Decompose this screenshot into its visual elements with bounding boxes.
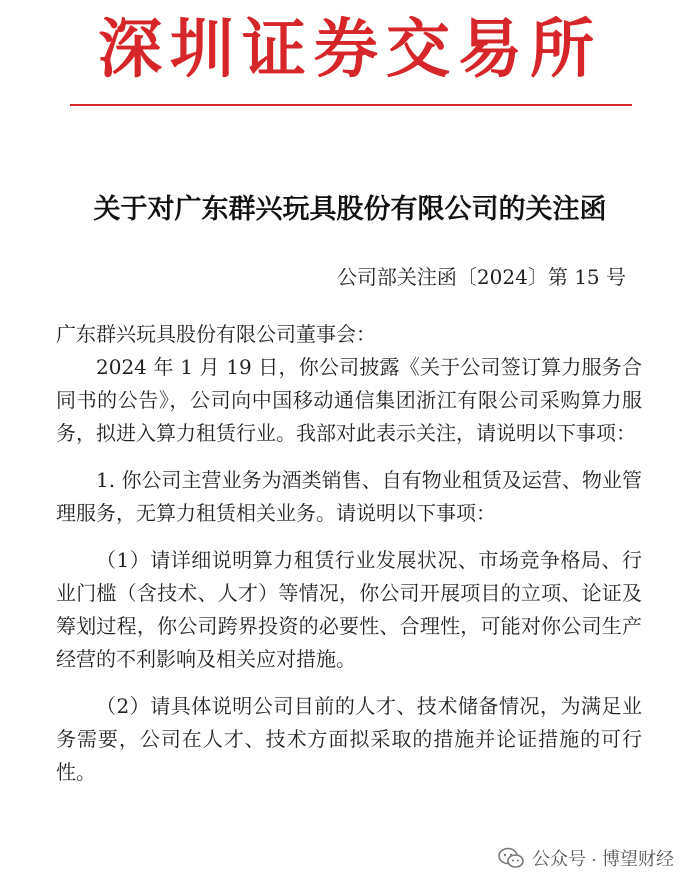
paragraph-intro: 2024 年 1 月 19 日，你公司披露《关于公司签订算力服务合同书的公告》，公司向中国移动通信集团浙江有限公司采购算力服务，拟进入算力租赁行业。我部对此表示关注，请说明以下事项： [56,355,642,445]
document-body [56,318,642,789]
paragraph-item-1-1: （1）请详细说明算力租赁行业发展状况、市场竞争格局、行业门槛（含技术、人才）等情况，你公司开展项目的立项、论证及筹划过程，你公司跨界投资的必要性、合理性，可能对你公司生产经营的不利影响及相关应对措施。 [56,548,642,671]
paragraph-item-1: 1. 你公司主营业务为酒类销售、自有物业租赁及运营、物业管理服务，无算力租赁相关业务。请说明以下事项： [56,468,642,525]
wechat-icon [498,847,524,869]
document-title: 关于对广东群兴玩具股份有限公司的关注函 [93,194,607,225]
paragraph-item-1-2: （2）请具体说明公司目前的人才、技术储备情况，为满足业务需要，公司在人才、技术方面拟采取的措施并论证措施的可行性。 [56,694,642,784]
source-watermark [498,845,674,871]
document-number: 公司部关注函〔2024〕第 15 号 [336,265,626,289]
letterhead-divider [70,104,632,106]
watermark-text: 公众号 · 博望财经 [532,849,674,869]
salutation: 广东群兴玩具股份有限公司董事会： [56,322,376,346]
letterhead-title: 深圳证券交易所 [98,12,602,87]
